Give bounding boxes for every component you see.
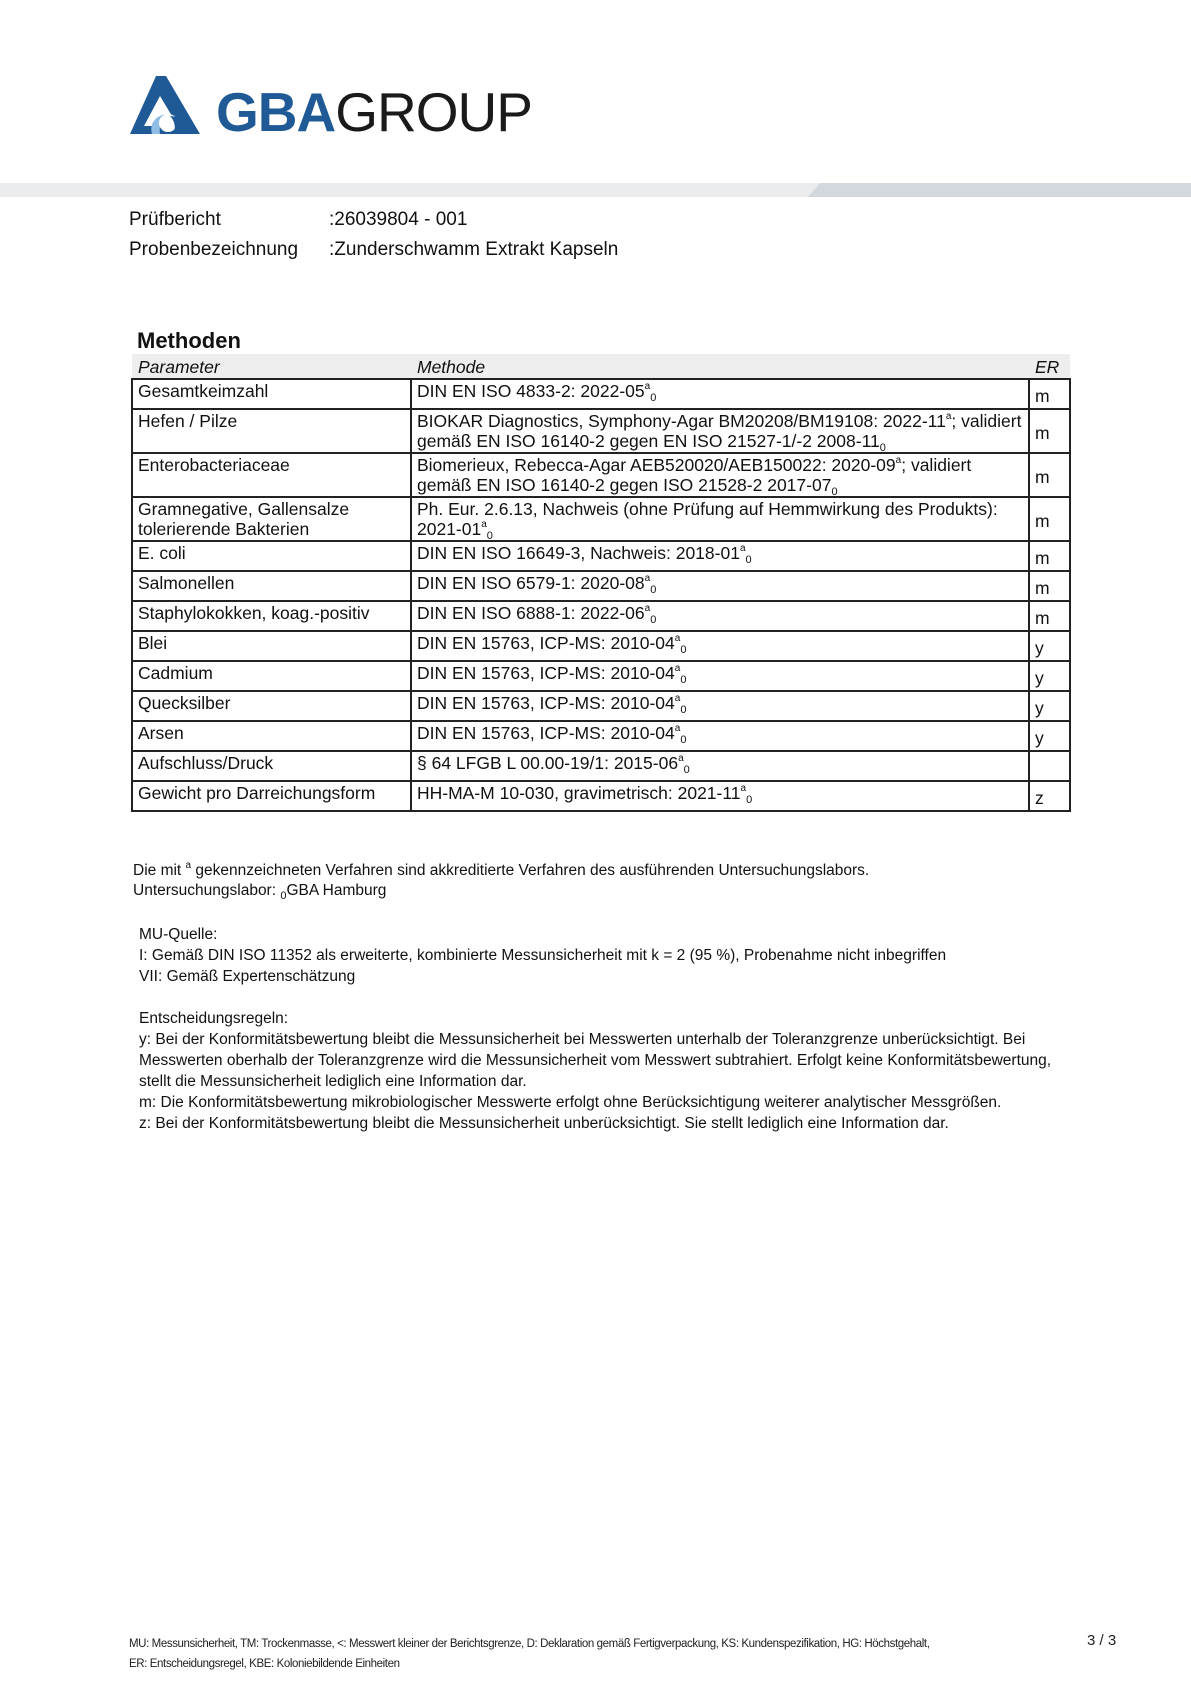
cell-er: m xyxy=(1029,497,1070,541)
lab-mark: 0 xyxy=(650,614,657,626)
accredited-mark: a xyxy=(674,633,681,644)
cell-er xyxy=(1029,751,1070,781)
accredited-mark: a xyxy=(678,753,684,764)
accredited-mark: a xyxy=(674,723,681,734)
sample-name-value: :Zunderschwamm Extrakt Kapseln xyxy=(329,239,619,260)
method-text: DIN EN 15763, ICP-MS: 2010-04 xyxy=(417,663,675,683)
cell-parameter: Cadmium xyxy=(132,661,411,691)
table-row xyxy=(132,781,1070,811)
table-row xyxy=(132,409,1070,453)
report-number-value: :26039804 - 001 xyxy=(329,209,468,230)
table-row xyxy=(132,379,1070,409)
accredited-mark: a xyxy=(674,663,681,674)
accredited-mark: a xyxy=(185,860,192,871)
lab-mark: 0 xyxy=(280,890,287,902)
method-text: DIN EN ISO 6888-1: 2022-06 xyxy=(417,603,645,623)
mu-line: VII: Gemäß Expertenschätzung xyxy=(139,968,356,985)
decision-rules xyxy=(139,1029,1079,1134)
cell-method xyxy=(411,781,1029,811)
sample-name-label: Probenbezeichnung xyxy=(129,239,299,260)
method-text: HH-MA-M 10-030, gravimetrisch: 2021-11 xyxy=(417,783,741,803)
table-row xyxy=(132,691,1070,721)
cell-er: m xyxy=(1029,601,1070,631)
logo-text xyxy=(216,80,532,144)
accredited-mark: a xyxy=(739,543,746,554)
lab-mark: 0 xyxy=(746,794,753,806)
cell-er: y xyxy=(1029,631,1070,661)
cell-method xyxy=(411,379,1029,409)
table-header-row xyxy=(132,354,1070,379)
cell-parameter: Hefen / Pilze xyxy=(132,409,411,453)
method-text: DIN EN ISO 16649-3, Nachweis: 2018-01 xyxy=(417,543,740,563)
accredited-mark: a xyxy=(740,783,747,794)
accredited-mark: a xyxy=(644,603,651,614)
methods-table xyxy=(131,354,1071,812)
method-text: Ph. Eur. 2.6.13, Nachweis (ohne Prüfung auf Hemmwirkung des Produkts): 2021-01 xyxy=(417,499,998,539)
table-row xyxy=(132,631,1070,661)
logo-text-bold: GBA xyxy=(216,81,336,143)
report-number-label: Prüfbericht xyxy=(129,209,221,230)
cell-parameter: Salmonellen xyxy=(132,571,411,601)
lab-mark: 0 xyxy=(680,704,687,716)
method-text: DIN EN 15763, ICP-MS: 2010-04 xyxy=(417,723,675,743)
accredited-mark: a xyxy=(481,519,487,530)
lab-mark: 0 xyxy=(650,584,657,596)
table-row xyxy=(132,571,1070,601)
lab-mark: 0 xyxy=(683,764,690,776)
cell-parameter: Staphylokokken, koag.-positiv xyxy=(132,601,411,631)
logo-mark-icon xyxy=(130,76,200,138)
decision-rule-y: y: Bei der Konformitätsbewertung bleibt die Messunsicherheit bei Messwerten unterhalb der Toleranzgrenze unberücksichtigt. Bei Messwerten oberhalb der Toleranzgrenze wird die Messunsicherheit vom Messwert subtrahiert. Erfolgt keine Konformitätsbewertung, stellt die Messunsicherheit lediglich eine Information dar. xyxy=(139,1031,1052,1090)
cell-er: y xyxy=(1029,721,1070,751)
cell-method xyxy=(411,571,1029,601)
cell-method xyxy=(411,691,1029,721)
table-row xyxy=(132,721,1070,751)
method-text: DIN EN 15763, ICP-MS: 2010-04 xyxy=(417,693,675,713)
cell-er: m xyxy=(1029,379,1070,409)
report-number-row xyxy=(0,208,1191,232)
cell-er: m xyxy=(1029,409,1070,453)
lab-mark: 0 xyxy=(745,554,752,566)
cell-method xyxy=(411,453,1029,497)
decision-title: Entscheidungsregeln: xyxy=(139,1010,289,1027)
sample-name-row xyxy=(0,238,1191,262)
lab-mark: 0 xyxy=(680,674,687,686)
lab-mark: 0 xyxy=(680,734,687,746)
cell-method xyxy=(411,751,1029,781)
method-text: DIN EN ISO 6579-1: 2020-08 xyxy=(417,573,645,593)
cell-parameter: Gramnegative, Gallensalze tolerierende Bakterien xyxy=(132,497,411,541)
lab-mark: 0 xyxy=(879,442,886,454)
method-text-tail: ; validiert gemäß EN ISO 16140-2 gegen EN ISO 21527-1/-2 2008-11 xyxy=(417,411,1022,451)
header-band-accent xyxy=(808,183,1191,197)
accredited-mark: a xyxy=(644,381,651,392)
lab-mark: 0 xyxy=(831,486,838,498)
cell-parameter: Blei xyxy=(132,631,411,661)
cell-parameter: Quecksilber xyxy=(132,691,411,721)
accredited-note-pre: Die mit xyxy=(133,862,186,879)
cell-er: m xyxy=(1029,571,1070,601)
header-er: ER xyxy=(1029,354,1070,379)
footer-abbr-line: MU: Messunsicherheit, TM: Trockenmasse, <: Messwert kleiner der Berichtsgrenze, D: Deklaration gemäß Fertigverpackung, KS: Kundenspezifikation, HG: Höchstgehalt, xyxy=(129,1638,930,1650)
cell-parameter: Gesamtkeimzahl xyxy=(132,379,411,409)
cell-er: y xyxy=(1029,691,1070,721)
accredited-mark: a xyxy=(674,693,681,704)
method-text: Biomerieux, Rebecca-Agar AEB520020/AEB150022: 2020-09 xyxy=(417,455,896,475)
footer-abbreviations xyxy=(129,1634,930,1674)
header-parameter: Parameter xyxy=(132,354,411,379)
table-row xyxy=(132,453,1070,497)
table-row xyxy=(132,601,1070,631)
cell-method xyxy=(411,601,1029,631)
footer-abbr-line: ER: Entscheidungsregel, KBE: Koloniebildende Einheiten xyxy=(129,1658,400,1670)
company-logo xyxy=(130,76,560,146)
mu-line: I: Gemäß DIN ISO 11352 als erweiterte, kombinierte Messunsicherheit mit k = 2 (95 %), Probenahme nicht inbegriffen xyxy=(139,947,947,964)
decision-rule-m: m: Die Konformitätsbewertung mikrobiologischer Messwerte erfolgt ohne Berücksichtigung weiterer analytischer Messgrößen. xyxy=(139,1094,1002,1111)
table-row xyxy=(132,497,1070,541)
method-text: DIN EN ISO 4833-2: 2022-05 xyxy=(417,381,645,401)
lab-note xyxy=(133,880,386,901)
header-method: Methode xyxy=(411,354,1029,379)
lab-label: Untersuchungslabor: xyxy=(133,882,281,899)
lab-mark: 0 xyxy=(680,644,687,656)
mu-title: MU-Quelle: xyxy=(139,926,218,943)
lab-name: GBA Hamburg xyxy=(286,882,387,899)
table-row xyxy=(132,661,1070,691)
accredited-mark: a xyxy=(945,411,952,422)
method-text: § 64 LFGB L 00.00-19/1: 2015-06 xyxy=(417,753,679,773)
page-number: 3 / 3 xyxy=(1087,1632,1117,1649)
methods-title: Methoden xyxy=(137,328,241,353)
method-text: DIN EN 15763, ICP-MS: 2010-04 xyxy=(417,633,675,653)
cell-er: m xyxy=(1029,453,1070,497)
accredited-mark: a xyxy=(644,573,651,584)
accredited-mark: a xyxy=(895,455,902,466)
lab-mark: 0 xyxy=(486,530,493,542)
cell-parameter: Gewicht pro Darreichungsform xyxy=(132,781,411,811)
cell-method xyxy=(411,721,1029,751)
cell-er: z xyxy=(1029,781,1070,811)
cell-method xyxy=(411,409,1029,453)
cell-er: m xyxy=(1029,541,1070,571)
cell-method xyxy=(411,631,1029,661)
cell-method xyxy=(411,541,1029,571)
cell-er: y xyxy=(1029,661,1070,691)
cell-parameter: Enterobacteriaceae xyxy=(132,453,411,497)
accredited-note-post: gekennzeichneten Verfahren sind akkreditierte Verfahren des ausführenden Untersuchungslabors. xyxy=(191,862,870,879)
table-row xyxy=(132,751,1070,781)
cell-parameter: Aufschluss/Druck xyxy=(132,751,411,781)
lab-mark: 0 xyxy=(650,392,657,404)
decision-rule-z: z: Bei der Konformitätsbewertung bleibt die Messunsicherheit unberücksichtigt. Sie stellt lediglich eine Information dar. xyxy=(139,1115,949,1132)
method-text: BIOKAR Diagnostics, Symphony-Agar BM20208/BM19108: 2022-11 xyxy=(417,411,946,431)
table-row xyxy=(132,541,1070,571)
accredited-note xyxy=(133,860,869,881)
cell-parameter: E. coli xyxy=(132,541,411,571)
method-text-tail: ; validiert gemäß EN ISO 16140-2 gegen ISO 21528-2 2017-07 xyxy=(417,455,972,495)
cell-method xyxy=(411,661,1029,691)
cell-method xyxy=(411,497,1029,541)
logo-text-thin: GROUP xyxy=(335,81,532,143)
cell-parameter: Arsen xyxy=(132,721,411,751)
